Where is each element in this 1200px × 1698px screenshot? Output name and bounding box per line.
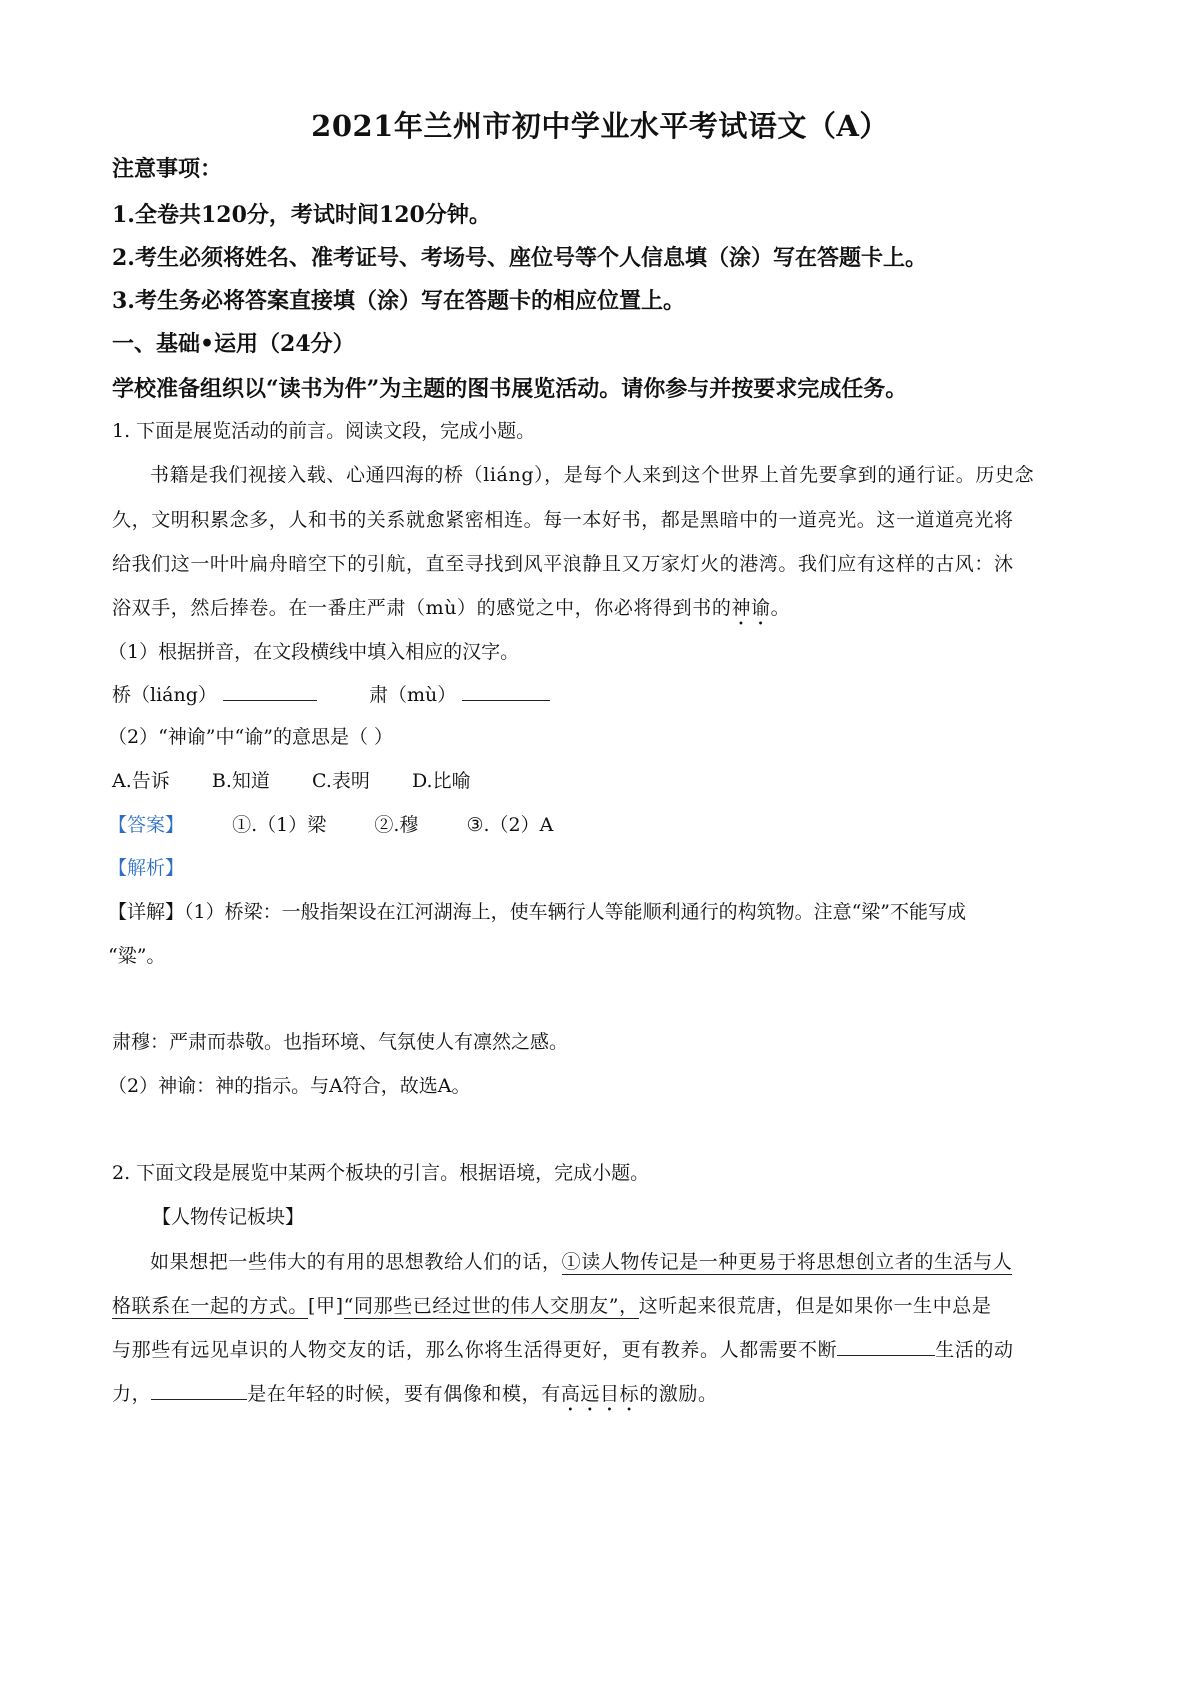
answer-2: ②.穆 bbox=[374, 814, 419, 836]
q2-passage-line-4 bbox=[112, 1379, 718, 1416]
fill-row bbox=[112, 680, 550, 707]
underlined-quote: “同那些已经过世的伟人交朋友”， bbox=[343, 1295, 639, 1317]
page-title: 2021年兰州市初中学业水平考试语文（A） bbox=[311, 109, 889, 143]
detail-line-3: 肃穆：严肃而恭敬。也指环境、气氛使人有凛然之感。 bbox=[112, 1031, 569, 1053]
sub-question-1: （1）根据拼音，在文段横线中填入相应的汉字。 bbox=[108, 641, 520, 663]
q2-line-3-post: 生活的动 bbox=[935, 1339, 1014, 1361]
answer-row bbox=[108, 810, 553, 837]
answer-3: ③.（2）A bbox=[466, 814, 554, 836]
options-row bbox=[112, 766, 471, 793]
q2-line-4-pre: 力， bbox=[112, 1383, 152, 1405]
underlined-sentence-1-end: 格联系在一起的方式。 bbox=[112, 1295, 309, 1317]
question-1-stem: 1. 下面是展览活动的前言。阅读文段，完成小题。 bbox=[112, 420, 536, 442]
fill-b-blank[interactable] bbox=[462, 680, 550, 701]
q2-passage-line-2 bbox=[112, 1291, 992, 1318]
q2-line-1-pre: 如果想把一些伟大的有用的思想教给人们的话， bbox=[150, 1251, 562, 1273]
fill-b-label: 肃（mù） bbox=[369, 684, 457, 706]
analysis-label: 【解析】 bbox=[108, 857, 185, 879]
option-d: D.比喻 bbox=[411, 770, 471, 792]
notice-item-2: 2.考生必须将姓名、准考证号、考场号、座位号等个人信息填（涂）写在答题卡上。 bbox=[112, 245, 927, 271]
answer-1: ①.（1）梁 bbox=[232, 814, 327, 836]
passage-line-4 bbox=[112, 593, 790, 630]
option-c: C.表明 bbox=[311, 770, 370, 792]
detail-line-1: 【详解】（1）桥梁：一般指架设在江河湖海上，使车辆行人等能顺利通行的构筑物。注意“梁”不能写成 bbox=[108, 901, 967, 923]
option-a: A.告诉 bbox=[112, 770, 170, 792]
underlined-sentence-1: ①读人物传记是一种更易于将思想创立者的生活与人 bbox=[561, 1251, 1013, 1273]
q2-line-3-pre: 与那些有远见卓识的人物交友的话，那么你将生活得更好，更有教养。人都需要不断 bbox=[112, 1339, 838, 1361]
q2-passage-line-3 bbox=[112, 1335, 1014, 1362]
passage-line-4-text: 浴双手，然后捧卷。在一番庄严肃（mù）的感觉之中，你必将得到书的 bbox=[112, 597, 732, 619]
detail-line-2: “粱”。 bbox=[108, 945, 166, 967]
question-2-stem: 2. 下面文段是展览中某两个板块的引言。根据语境，完成小题。 bbox=[112, 1162, 650, 1184]
option-b: B.知道 bbox=[211, 770, 270, 792]
dotted-phrase: 高远目标 bbox=[560, 1383, 640, 1405]
passage-line-1: 书籍是我们视接入载、心通四海的桥（liáng），是每个人来到这个世界上首先要拿到的通行证。历史念 bbox=[150, 464, 1035, 486]
q2-passage-line-1 bbox=[150, 1247, 1012, 1274]
sub-question-2: （2）“神谕”中“谕”的意思是（ ） bbox=[108, 726, 393, 748]
passage-line-4-end: 。 bbox=[770, 597, 791, 619]
q2-line-4-post: 的激励。 bbox=[639, 1383, 718, 1405]
fill-a-blank[interactable] bbox=[223, 680, 317, 701]
passage-line-3: 给我们这一叶叶扁舟暗空下的引航，直至寻找到风平浪静且又万家灯火的港湾。我们应有这样的古风：沐 bbox=[112, 553, 1014, 575]
section-heading: 一、基础•运用（24分） bbox=[112, 331, 355, 357]
passage-line-2: 久，文明积累念多，人和书的关系就愈紧密相连。每一本好书，都是黑暗中的一道亮光。这一道道亮光将 bbox=[112, 509, 1014, 531]
dotted-word-shenyu: 神谕 bbox=[731, 597, 771, 619]
fill-a-label: 桥（liáng） bbox=[112, 684, 217, 706]
section-intro: 学校准备组织以“读书为件”为主题的图书展览活动。请你参与并按要求完成任务。 bbox=[112, 376, 908, 402]
q2-line-4-mid: 是在年轻的时候，要有偶像和模，有 bbox=[247, 1383, 561, 1405]
notice-heading: 注意事项： bbox=[112, 156, 223, 182]
notice-item-1: 1.全卷共120分，考试时间120分钟。 bbox=[112, 202, 491, 228]
q2-line-2-post: 这听起来很荒唐，但是如果你一生中总是 bbox=[638, 1295, 992, 1317]
notice-item-3: 3.考生务必将答案直接填（涂）写在答题卡的相应位置上。 bbox=[112, 288, 685, 314]
marker-jia: [甲] bbox=[308, 1295, 344, 1317]
q2-blank-1[interactable] bbox=[837, 1335, 935, 1356]
answer-label: 【答案】 bbox=[108, 814, 185, 836]
detail-line-4: （2）神谕：神的指示。与A符合，故选A。 bbox=[108, 1075, 471, 1097]
block-title: 【人物传记板块】 bbox=[152, 1206, 305, 1228]
q2-blank-2[interactable] bbox=[151, 1379, 247, 1400]
